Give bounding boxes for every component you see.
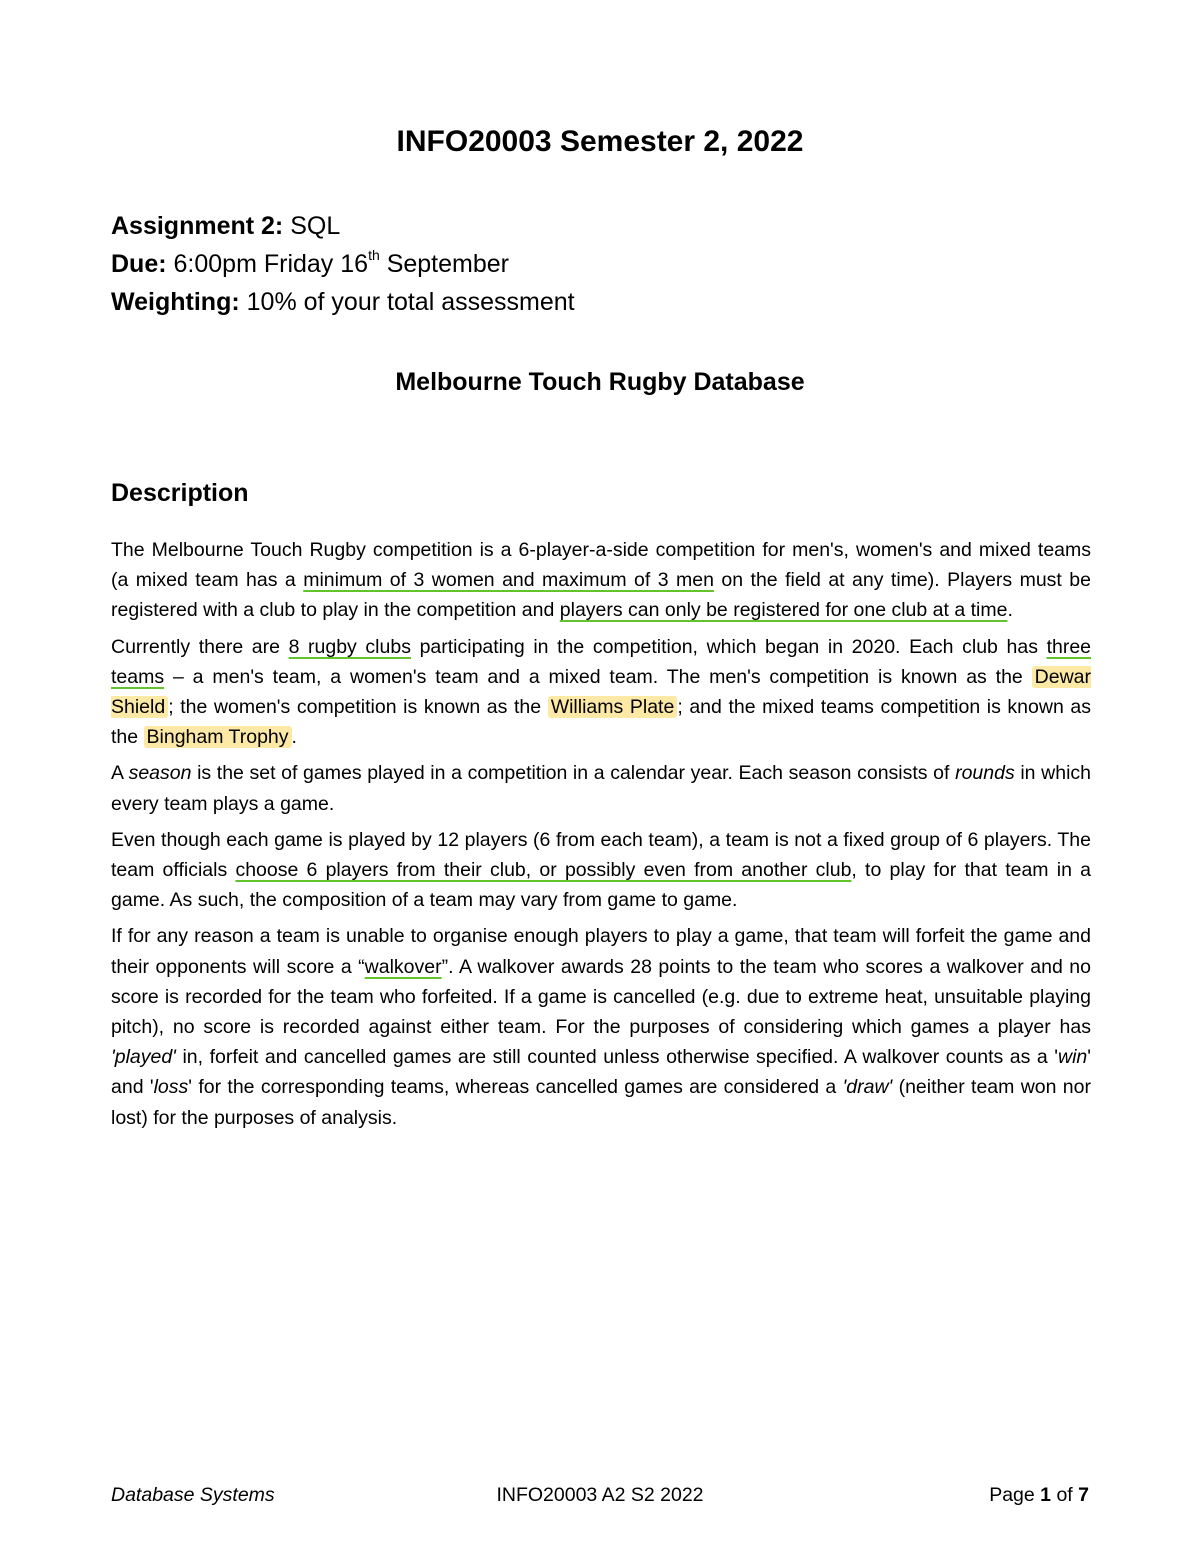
highlighted-text: Bingham Trophy [144, 726, 292, 748]
paragraph-2: Currently there are 8 rugby clubs participating in the competition, which began in 2020. Each club has three teams – a men's team, a women's team and a mixed team. The men's competition is known as the Dewar Shield ; the women's competition is known as the Williams Plate ; and the mixed teams competition is known as the Bingham Trophy . [111, 635, 1092, 749]
footer-course-name: Database Systems [111, 1484, 275, 1506]
weighting-value: 10% of your total assessment [246, 288, 575, 316]
document-subtitle: Melbourne Touch Rugby Database [395, 368, 805, 396]
footer-page-number: Page 1 of 7 [989, 1484, 1089, 1506]
underlined-text: choose 6 players from their club, or possibly even from another club [235, 859, 852, 882]
italic-text: 'draw' [842, 1076, 893, 1099]
weighting-label: Weighting: [111, 288, 240, 316]
underlined-text: walkover [364, 955, 442, 978]
paragraph-4: Even though each game is played by 12 players (6 from each team), a team is not a fixed group of 6 players. The team officials choose 6 players from their club, or possibly even from another club, to play for that team in a game. As such, the composition of a team may vary from game to game. [111, 828, 1091, 912]
due-ordinal: th [368, 247, 380, 263]
assignment-label: Assignment 2: [111, 212, 284, 240]
highlighted-text: Dewar Shield [111, 665, 1091, 719]
due-value: 6:00pm Friday 16 [173, 250, 369, 278]
due-label: Due: [111, 250, 167, 278]
underlined-text: three teams [111, 635, 1092, 688]
underlined-text: minimum of 3 women and maximum of 3 men [303, 569, 714, 592]
italic-text: rounds [955, 762, 1015, 785]
weighting-line [111, 288, 575, 317]
paragraph-3: A season is the set of games played in a competition in a calendar year. Each season consists of rounds in which every team plays a game. [111, 762, 1091, 815]
footer-document-code: INFO20003 A2 S2 2022 [496, 1484, 704, 1506]
italic-text: win [1058, 1046, 1088, 1069]
italic-text: season [128, 762, 192, 785]
underlined-text: 8 rugby clubs [288, 635, 411, 658]
due-line [111, 247, 509, 279]
italic-text: loss [153, 1076, 189, 1099]
section-heading: Description [111, 479, 249, 507]
highlighted-text: Williams Plate [548, 696, 678, 718]
underlined-text: players can only be registered for one club at a time [559, 599, 1008, 622]
assignment-line [111, 212, 340, 241]
assignment-value: SQL [290, 212, 341, 240]
description-body [111, 535, 1091, 1139]
paragraph-1: The Melbourne Touch Rugby competition is a 6-player-a-side competition for men's, women's and mixed teams (a mixed team has a minimum of 3 women and maximum of 3 men on the field at any time). Players must be registered with a club to play in the competition and players can only be registered for one club at a time. [111, 539, 1091, 622]
italic-text: 'played' [111, 1046, 176, 1069]
due-month: September [386, 250, 509, 278]
paragraph-5: If for any reason a team is unable to organise enough players to play a game, that team will forfeit the game and their opponents will score a “walkover”. A walkover awards 28 points to the team who scores a walkover and no score is recorded for the team who forfeited. If a game is cancelled (e.g. due to extreme heat, unsuitable playing pitch), no score is recorded against either team. For the purposes of considering which games a player has 'played' in, forfeit and cancelled games are still counted unless otherwise specified. A walkover counts as a 'win' and 'loss' for the corresponding teams, whereas cancelled games are considered a 'draw' (neither team won nor lost) for the purposes of analysis. [111, 925, 1091, 1129]
document-title: INFO20003 Semester 2, 2022 [396, 125, 804, 158]
